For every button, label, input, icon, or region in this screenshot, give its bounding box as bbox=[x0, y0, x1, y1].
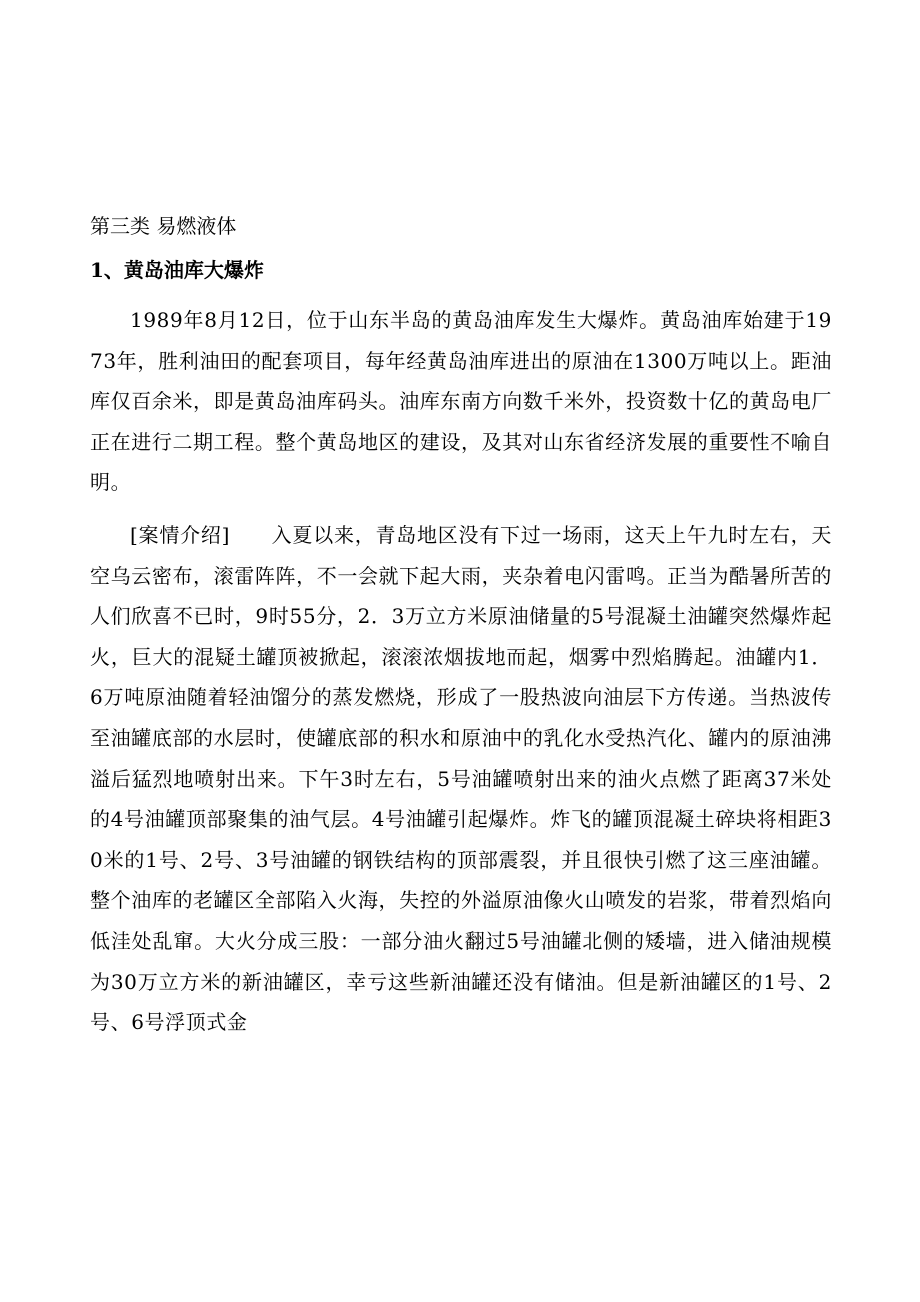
section-label: 第三类 易燃液体 bbox=[90, 214, 237, 238]
document-body bbox=[90, 208, 832, 1055]
intro-paragraph: 1989年8月12日，位于山东半岛的黄岛油库发生大爆炸。黄岛油库始建于1973年，胜利油田的配套项目，每年经黄岛油库进出的原油在1300万吨以上。距油库仅百余米，即是黄岛油库码头。油库东南方向数千米外，投资数十亿的黄岛电厂正在进行二期工程。整个黄岛地区的建设，及其对山东省经济发展的重要性不喻自明。 bbox=[90, 308, 832, 495]
case-paragraph: [案情介绍] 入夏以来，青岛地区没有下过一场雨，这天上午九时左右，天空乌云密布，滚雷阵阵，不一会就下起大雨，夹杂着电闪雷鸣。正当为酷暑所苦的人们欣喜不已时，9时55分，2．3万立方米原油储量的5号混凝土油罐突然爆炸起火，巨大的混疑土罐顶被掀起，滚滚浓烟拔地而起，烟雾中烈焰腾起。油罐内1．6万吨原油随着轻油馏分的蒸发燃烧，形成了一股热波向油层下方传递。当热波传至油罐底部的水层时，使罐底部的积水和原油中的乳化水受热汽化、罐内的原油沸溢后猛烈地喷射出来。下午3时左右，5号油罐喷射出来的油火点燃了距离37米处的4号油罐顶部聚集的油气层。4号油罐引起爆炸。炸飞的罐顶混凝土碎块将相距30米的1号、2号、3号油罐的钢铁结构的顶部震裂，并且很快引燃了这三座油罐。整个油库的老罐区全部陷入火海，失控的外溢原油像火山喷发的岩浆，带着烈焰向低洼处乱窜。大火分成三股：一部分油火翻过5号油罐北侧的矮墙，进入储油规模为30万立方米的新油罐区，幸亏这些新油罐还没有储油。但是新油罐区的1号、2号、6号浮顶式金 bbox=[90, 522, 832, 1035]
article-heading: 1、黄岛油库大爆炸 bbox=[90, 258, 264, 282]
